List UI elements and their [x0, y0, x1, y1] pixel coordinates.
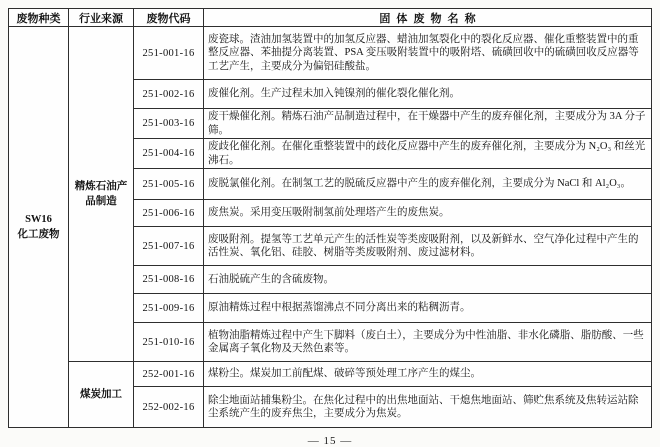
- waste-code-cell: 251-001-16: [134, 27, 204, 80]
- table-row: [9, 27, 652, 80]
- waste-code-cell: 251-009-16: [134, 294, 204, 323]
- document-page: [8, 8, 652, 447]
- waste-name-cell: 石油脱硫产生的含硫废物。: [204, 266, 652, 294]
- waste-code-cell: 252-001-16: [134, 362, 204, 387]
- waste-category-cell: [9, 27, 69, 428]
- waste-code-cell: 251-005-16: [134, 169, 204, 200]
- column-header-waste-code: 废物代码: [134, 9, 204, 27]
- waste-category-label: 化工废物: [17, 229, 60, 240]
- waste-name-cell: 废吸附剂。提氢等工艺单元产生的活性炭等类废吸附剂，以及新鲜水、空气净化过程中产生的活性炭、氧化铝、硅胶、树脂等类废吸附剂、废过滤材料。: [204, 227, 652, 266]
- waste-name-cell: 废脱氯催化剂。在制氢工艺的脱硫反应器中产生的废弃催化剂，主要成分为 NaCl 和 Al₂O₃。: [204, 169, 652, 200]
- waste-code-cell: 251-004-16: [134, 139, 204, 169]
- column-header-waste-category: 废物种类: [9, 9, 69, 27]
- waste-code-cell: 251-003-16: [134, 109, 204, 139]
- waste-name-cell: 废瓷球。渣油加氢装置中的加氢反应器、蜡油加氢裂化中的裂化反应器、催化重整装置中的重整反应器、苯抽提分离装置、PSA 变压吸附装置中的吸附塔、硫磺回收中的硫磺回收反应器等工艺产生，主要成分为偏铝硅酸盐。: [204, 27, 652, 80]
- waste-name-cell: 废歧化催化剂。在催化重整装置中的歧化反应器中产生的废弃催化剂，主要成分为 N₂O₃ 和丝光沸石。: [204, 139, 652, 169]
- waste-name-cell: 煤粉尘。煤炭加工前配煤、破碎等预处理工序产生的煤尘。: [204, 362, 652, 387]
- waste-category-id: SW16: [25, 214, 52, 225]
- table-row: [9, 362, 652, 387]
- industry-source-cell: 煤炭加工: [69, 362, 134, 428]
- solid-waste-table: [8, 8, 652, 428]
- waste-code-cell: 251-008-16: [134, 266, 204, 294]
- waste-code-cell: 251-010-16: [134, 323, 204, 362]
- waste-code-cell: 251-002-16: [134, 80, 204, 109]
- waste-name-cell: 除尘地面站捕集粉尘。在焦化过程中的出焦地面站、干熄焦地面站、筛贮焦系统及焦转运站除尘系统产生的废弃焦尘，主要成分为焦炭。: [204, 387, 652, 428]
- waste-code-cell: 251-007-16: [134, 227, 204, 266]
- waste-name-cell: 废焦炭。采用变压吸附制氢前处理塔产生的废焦炭。: [204, 200, 652, 227]
- waste-code-cell: 251-006-16: [134, 200, 204, 227]
- waste-name-cell: 废催化剂。生产过程未加入钝镍剂的催化裂化催化剂。: [204, 80, 652, 109]
- column-header-industry-source: 行业来源: [69, 9, 134, 27]
- page-number: — 15 —: [307, 435, 353, 447]
- column-header-waste-name: 固体废物名称: [204, 9, 652, 27]
- waste-name-cell: 植物油脂精炼过程中产生下脚料（废白土），主要成分为中性油脂、非水化磷脂、脂肪酸、一些金属离子氧化物及天然色素等。: [204, 323, 652, 362]
- waste-code-cell: 252-002-16: [134, 387, 204, 428]
- waste-name-cell: 废干燥催化剂。精炼石油产品制造过程中，在干燥器中产生的废弃催化剂，主要成分为 3A 分子筛。: [204, 109, 652, 139]
- industry-source-cell: 精炼石油产品制造: [69, 27, 134, 362]
- waste-name-cell: 原油精炼过程中根据蒸馏沸点不同分离出来的粘稠沥青。: [204, 294, 652, 323]
- table-header-row: [9, 9, 652, 27]
